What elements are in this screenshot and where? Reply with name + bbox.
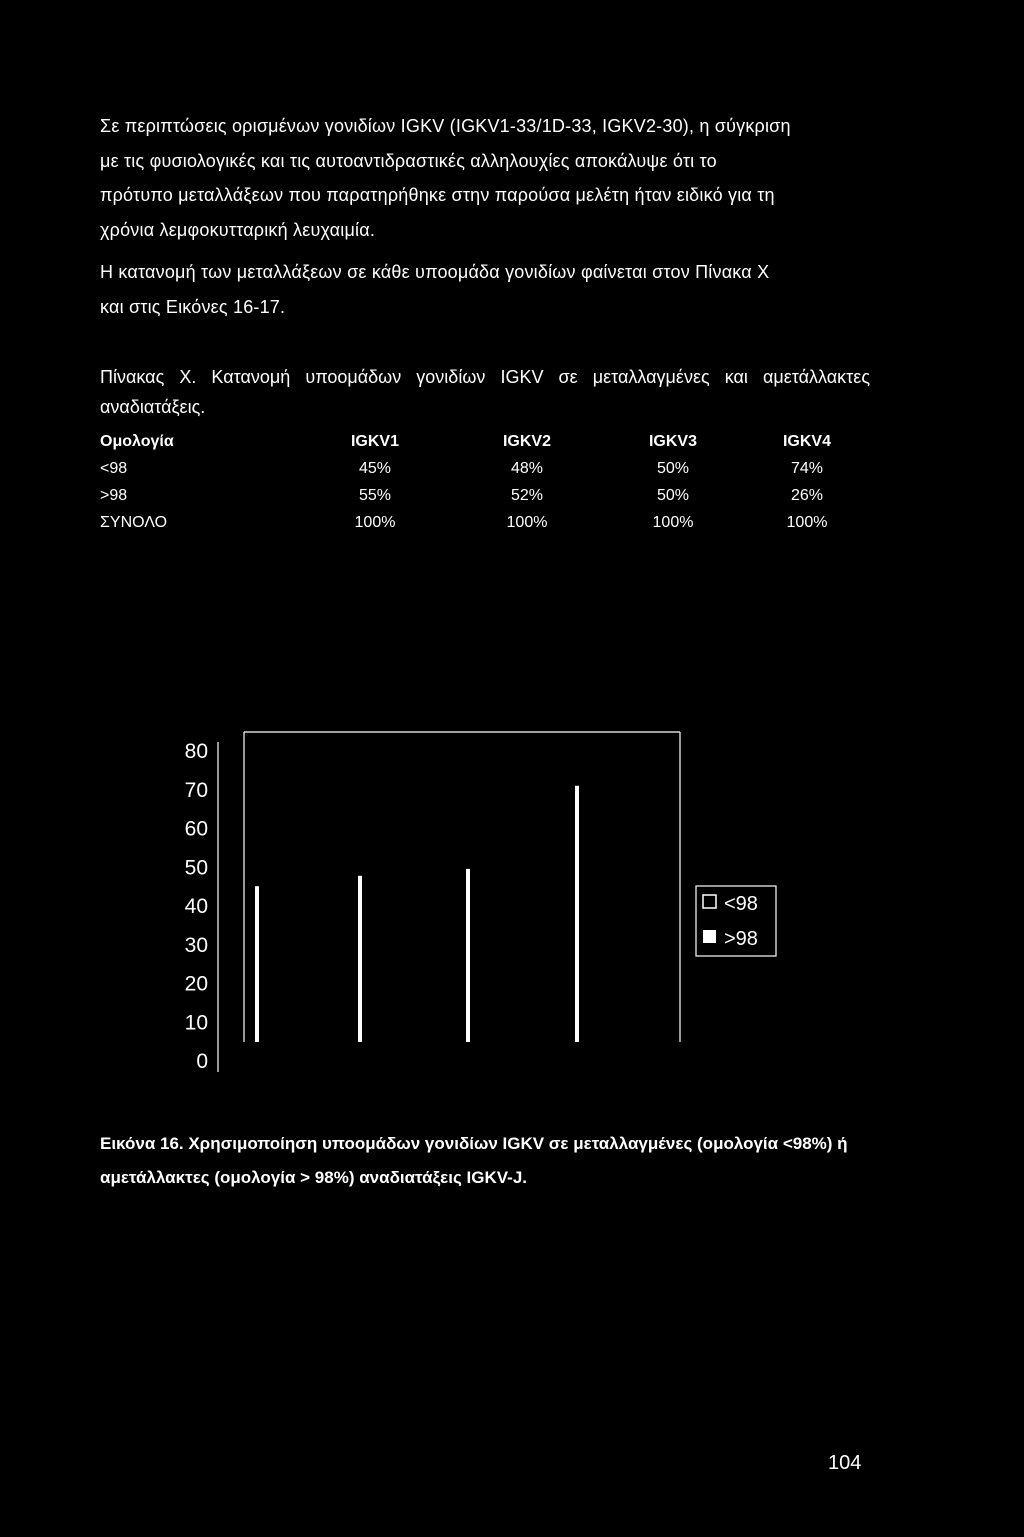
table-caption: Πίνακας Χ. Κατανομή υποομάδων γονιδίων IGKV σε μεταλλαγμένες και αμετάλλακτες αναδιατάξεις. <box>100 367 870 417</box>
legend-label: <98 <box>724 893 758 915</box>
caption-line: αμετάλλακτες (ομολογία > 98%) αναδιατάξεις IGKV-J. <box>100 1168 528 1187</box>
y-tick-label: 10 <box>184 1011 208 1035</box>
table-cell: 48% <box>510 459 544 477</box>
caption-line: Εικόνα 16. Χρησιμοποίηση υποομάδων γονιδίων IGKV σε μεταλλαγμένες (ομολογία <98%) ή <box>100 1134 848 1153</box>
y-tick-label: 80 <box>184 740 208 763</box>
distribution-paragraph <box>100 255 870 324</box>
page-number: 104 <box>828 1452 862 1474</box>
legend-swatch-open <box>703 895 716 908</box>
header-cell: Ομολογία <box>100 432 174 450</box>
table-row <box>100 482 892 509</box>
table-cell: 100% <box>786 513 828 531</box>
table-cell: ΣΥΝΟΛΟ <box>100 513 168 531</box>
y-tick-label: 70 <box>184 778 208 802</box>
y-tick-label: 0 <box>196 1050 208 1073</box>
intro-paragraph <box>100 109 870 247</box>
header-cell: IGKV1 <box>350 432 399 450</box>
mutation-table <box>100 428 892 536</box>
table-cell: <98 <box>100 459 128 477</box>
legend <box>696 886 776 956</box>
y-tick-label: 20 <box>184 972 208 996</box>
bar-chart <box>160 720 800 1090</box>
header-cell: IGKV4 <box>782 432 831 450</box>
table-cell: 55% <box>358 486 392 504</box>
figure-caption <box>100 1127 870 1195</box>
table-cell: 74% <box>790 459 824 477</box>
text-line: με τις φυσιολογικές και τις αυτοαντιδραστικές αλληλουχίες αποκάλυψε ότι το <box>100 150 717 171</box>
table-cell: 52% <box>510 486 544 504</box>
bars <box>255 786 579 1042</box>
text-line: πρότυπο μεταλλάξεων που παρατηρήθηκε στην παρούσα μελέτη ήταν ειδικό για τη <box>100 185 775 206</box>
table-cell: 50% <box>656 459 690 477</box>
y-axis <box>185 740 218 1073</box>
y-tick-label: 40 <box>184 895 208 918</box>
y-tick-label: 30 <box>184 933 208 957</box>
table-header-row <box>100 428 892 455</box>
table-cell: 100% <box>354 513 396 531</box>
text-line: Σε περιπτώσεις ορισμένων γονιδίων IGKV (IGKV1-33/1D-33, IGKV2-30), η σύγκριση <box>100 116 791 136</box>
table-row <box>100 455 892 482</box>
bar-igkv4 <box>575 786 579 1042</box>
table-cell: >98 <box>100 486 128 504</box>
table-cell: 26% <box>790 486 824 504</box>
text-line: Η κατανομή των μεταλλάξεων σε κάθε υποομάδα γονιδίων φαίνεται στον Πίνακα Χ <box>100 262 770 282</box>
legend-swatch-filled <box>703 930 716 943</box>
table-cell: 50% <box>656 486 690 504</box>
bar-igkv1 <box>255 886 259 1042</box>
legend-label: >98 <box>724 928 758 950</box>
header-cell: IGKV2 <box>502 432 551 450</box>
table-cell: 100% <box>652 513 694 531</box>
table-row <box>100 509 892 536</box>
text-line: και στις Εικόνες 16-17. <box>100 296 286 317</box>
y-tick-label: 60 <box>184 817 208 841</box>
plot-frame <box>244 732 680 1042</box>
bar-igkv2 <box>358 876 362 1042</box>
table-cell: 100% <box>506 513 548 531</box>
table-cell: 45% <box>358 459 392 477</box>
y-tick-label: 50 <box>184 856 208 880</box>
header-cell: IGKV3 <box>648 432 697 450</box>
bar-igkv3 <box>466 869 470 1042</box>
text-line: χρόνια λεμφοκυτταρική λευχαιμία. <box>100 219 376 240</box>
